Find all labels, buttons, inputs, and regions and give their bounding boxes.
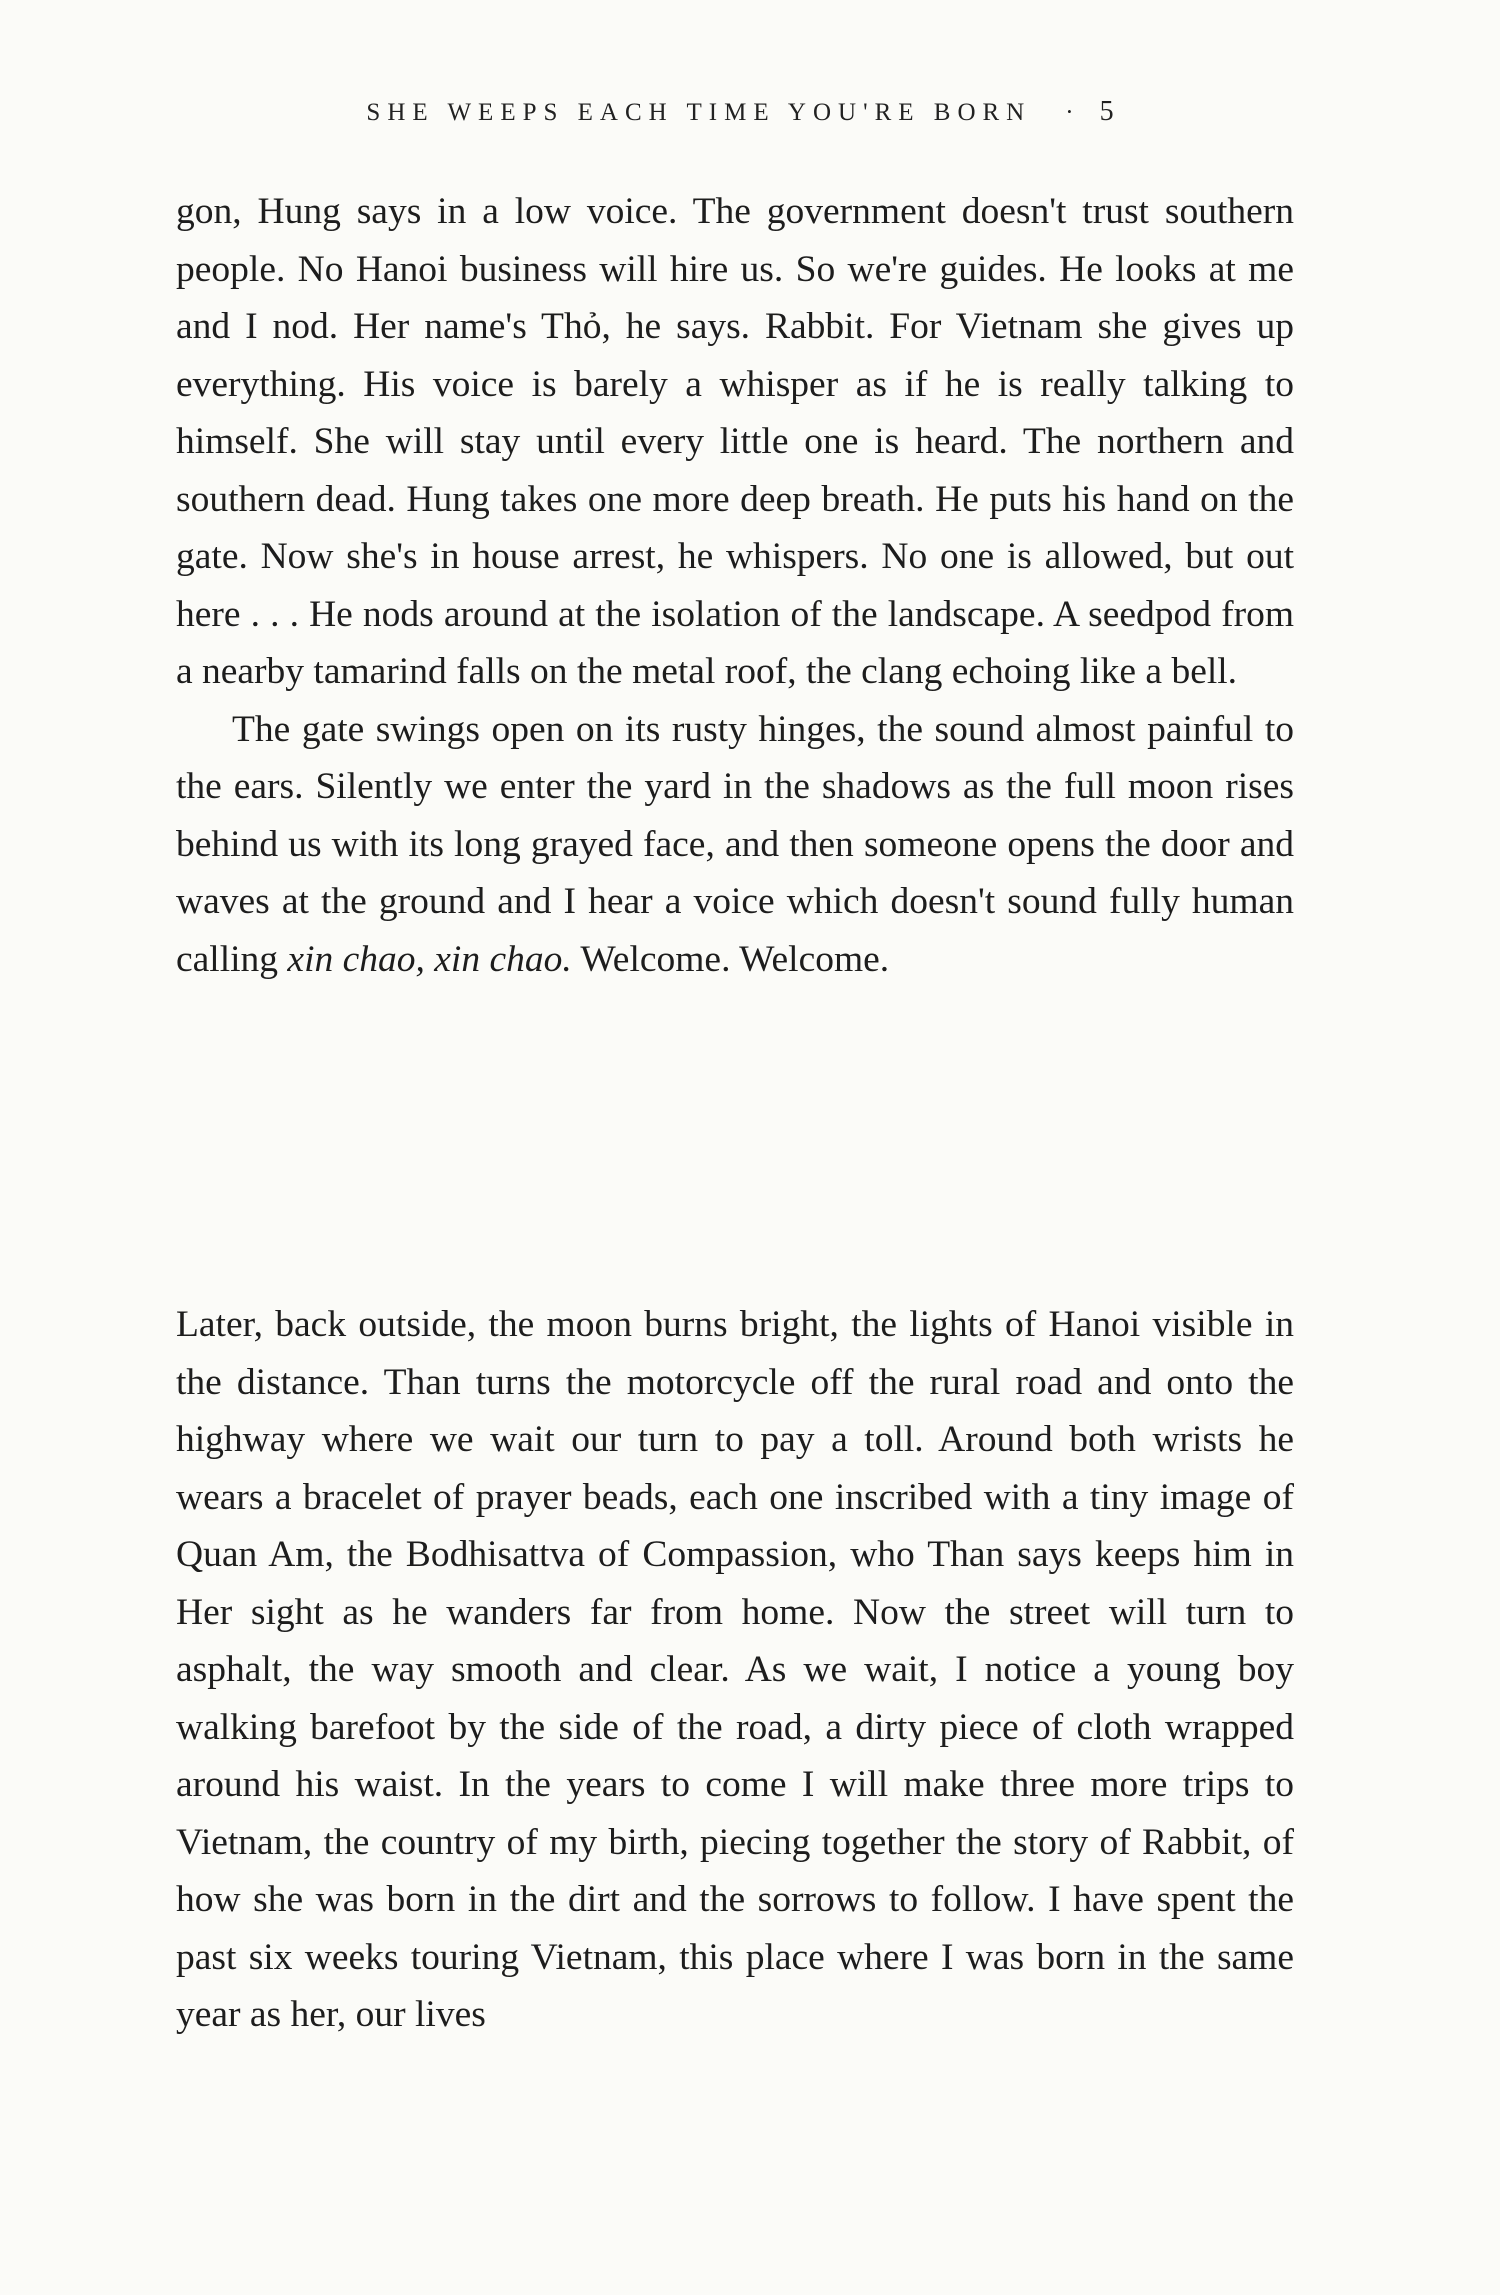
header-separator: · [1065,99,1074,126]
paragraph-continuation: gon, Hung says in a low voice. The government doesn't trust southern people. No Hanoi business will hire us. So we're guides. He looks at me and I nod. Her name's Thỏ, he says. Rabbit. For Vietnam she gives up everything. His voice is barely a whisper as if he is really talking to himself. She will stay until every little one is heard. The northern and southern dead. Hung takes one more deep breath. He puts his hand on the gate. Now she's in house arrest, he whispers. No one is allowed, but out here . . . He nods around at the isolation of the landscape. A seedpod from a nearby tamarind falls on the metal roof, the clang echoing like a bell. [176,191,1294,692]
paragraph-gate-italic: xin chao, xin chao. [287,938,572,980]
paragraph-later: Later, back outside, the moon burns bright, the lights of Hanoi visible in the distance. Than turns the motorcycle off the rural road and onto the highway where we wait our turn to pay a toll. Around both wrists he wears a bracelet of prayer beads, each one inscribed with a tiny image of Quan Am, the Bodhisattva of Compassion, who Than says keeps him in Her sight as he wanders far from home. Now the street will turn to asphalt, the way smooth and clear. As we wait, I notice a young boy walking barefoot by the side of the road, a dirty piece of cloth wrapped around his waist. In the years to come I will make three more trips to Vietnam, the country of my birth, piecing together the story of Rabbit, of how she was born in the dirt and the sorrows to follow. I have spent the past six weeks touring Vietnam, this place where I was born in the same year as her, our lives [176,1304,1294,2035]
running-title: SHE WEEPS EACH TIME YOU'RE BORN [366,99,1032,126]
text-block-lower [176,1296,1294,2044]
paragraph-gate-text: The gate swings open on its rusty hinges, the sound almost painful to the ears. Silently we enter the yard in the shadows as the full moon rises behind us with its long grayed face, and then someone opens the door and waves at the ground and I hear a voice which doesn't sound fully human calling [176,708,1294,980]
paragraph-gate [176,701,1294,989]
running-head [300,96,1180,128]
page-number: 5 [1099,96,1114,127]
paragraph-gate-tail: Welcome. Welcome. [571,938,890,980]
text-block-upper [176,183,1294,988]
